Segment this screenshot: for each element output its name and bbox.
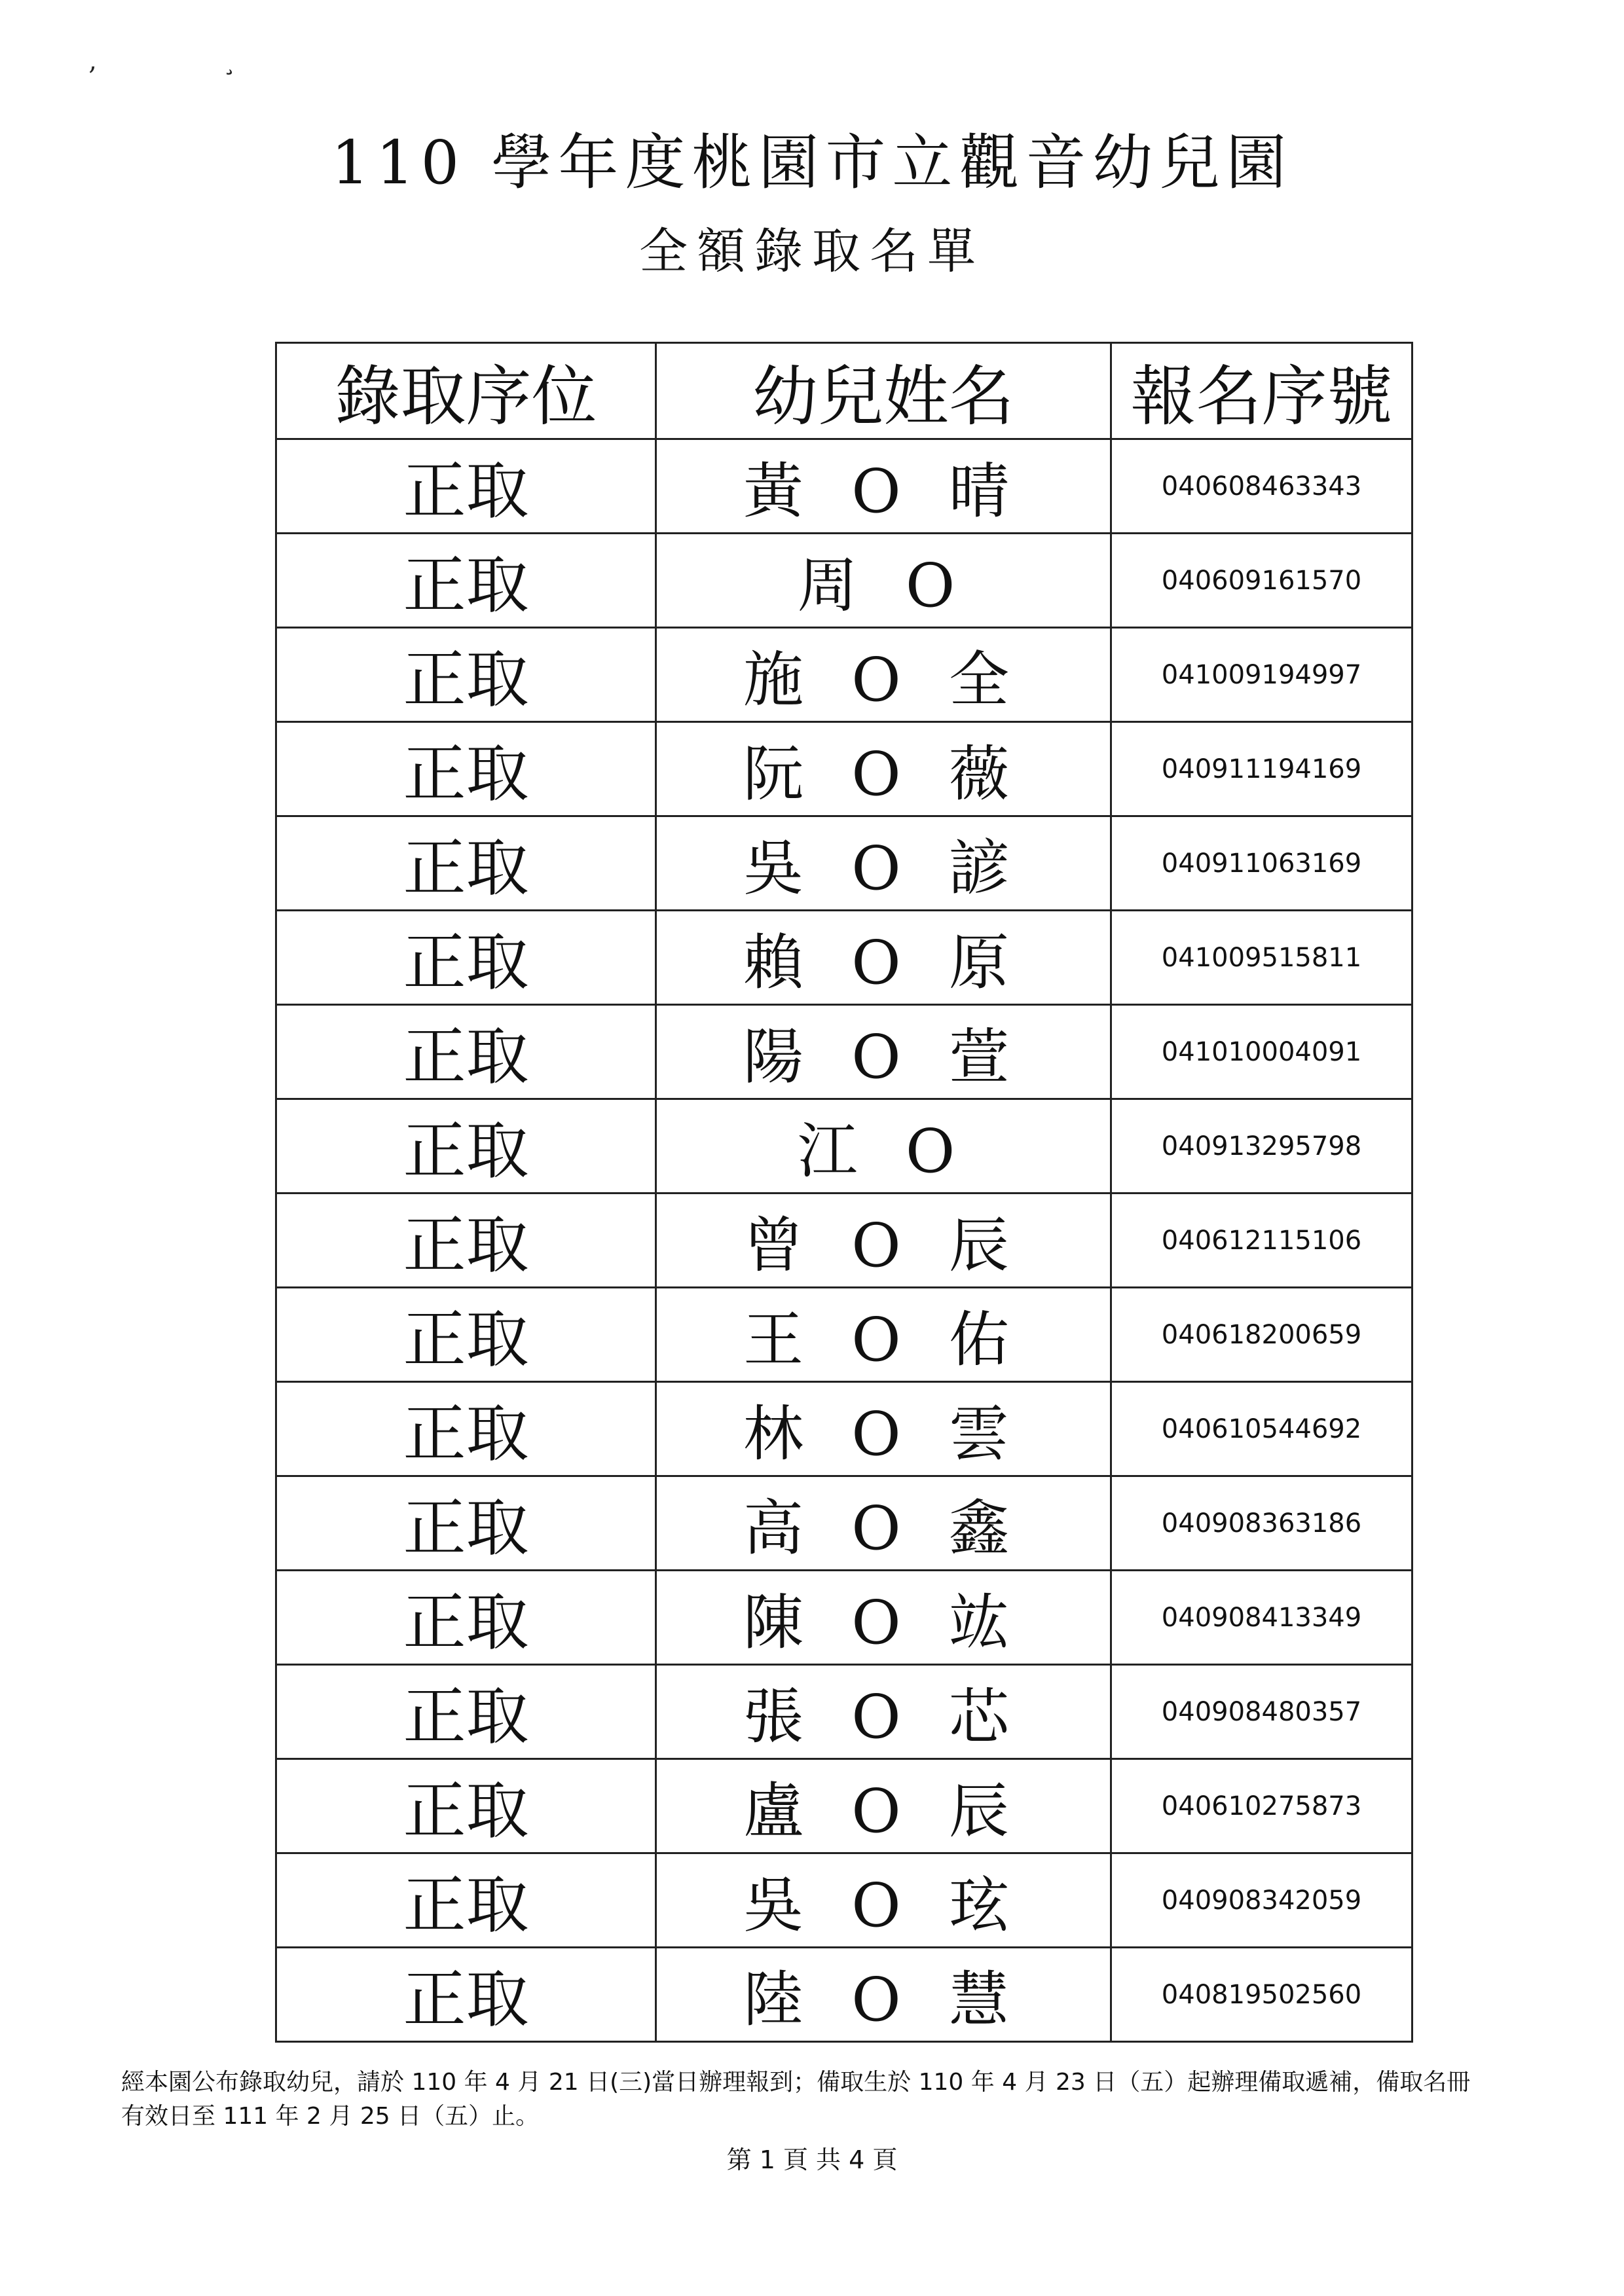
name-cell: 黃 O 晴 [656, 439, 1111, 534]
name-cell: 賴 O 原 [656, 911, 1111, 1005]
rank-cell: 正取 [276, 1099, 656, 1194]
rank-cell: 正取 [276, 1759, 656, 1853]
table-row [276, 1005, 1412, 1099]
rank-cell: 正取 [276, 816, 656, 911]
page-number: 第 1 頁 共 4 頁 [726, 2145, 898, 2174]
header-name: 幼兒姓名 [656, 343, 1111, 439]
name-cell: 曾 O 辰 [656, 1194, 1111, 1288]
table-header-row [276, 343, 1412, 439]
header-rank: 錄取序位 [276, 343, 656, 439]
reg-cell: 040618200659 [1111, 1288, 1412, 1382]
admission-table [275, 342, 1413, 2043]
rank-cell: 正取 [276, 1288, 656, 1382]
rank-cell: 正取 [276, 1476, 656, 1571]
reg-cell: 041009515811 [1111, 911, 1412, 1005]
name-cell: 周 O [656, 534, 1111, 628]
reg-cell: 040908413349 [1111, 1571, 1412, 1665]
table-row [276, 1288, 1412, 1382]
name-cell: 王 O 佑 [656, 1288, 1111, 1382]
scan-marks: ‚ ¸ [88, 46, 295, 76]
rank-cell: 正取 [276, 439, 656, 534]
reg-cell: 040911063169 [1111, 816, 1412, 911]
table-row [276, 628, 1412, 722]
name-cell: 盧 O 辰 [656, 1759, 1111, 1853]
table-row [276, 1665, 1412, 1759]
name-cell: 高 O 鑫 [656, 1476, 1111, 1571]
reg-cell: 040610544692 [1111, 1382, 1412, 1476]
rank-cell: 正取 [276, 534, 656, 628]
rank-cell: 正取 [276, 1571, 656, 1665]
reg-cell: 040612115106 [1111, 1194, 1412, 1288]
name-cell: 江 O [656, 1099, 1111, 1194]
reg-cell: 040610275873 [1111, 1759, 1412, 1853]
table-row [276, 439, 1412, 534]
document-title: 110 學年度桃園市立觀音幼兒園 [331, 128, 1293, 198]
table-row [276, 1571, 1412, 1665]
reg-cell: 040609161570 [1111, 534, 1412, 628]
name-cell: 阮 O 薇 [656, 722, 1111, 816]
rank-cell: 正取 [276, 1382, 656, 1476]
rank-cell: 正取 [276, 1665, 656, 1759]
reg-cell: 041010004091 [1111, 1005, 1412, 1099]
table-row [276, 1476, 1412, 1571]
reg-cell: 040608463343 [1111, 439, 1412, 534]
name-cell: 吳 O 玹 [656, 1853, 1111, 1948]
table-row [276, 1759, 1412, 1853]
table-row [276, 1194, 1412, 1288]
rank-cell: 正取 [276, 1194, 656, 1288]
rank-cell: 正取 [276, 1005, 656, 1099]
rank-cell: 正取 [276, 722, 656, 816]
table-row [276, 1853, 1412, 1948]
name-cell: 陽 O 萱 [656, 1005, 1111, 1099]
rank-cell: 正取 [276, 628, 656, 722]
registration-note [121, 2066, 1542, 2134]
reg-cell: 040908480357 [1111, 1665, 1412, 1759]
table-row [276, 1948, 1412, 2042]
document-subtitle: 全額錄取名單 [639, 223, 985, 280]
table-row [276, 911, 1412, 1005]
table-row [276, 1382, 1412, 1476]
table-row [276, 722, 1412, 816]
table-row [276, 1099, 1412, 1194]
note-line-1: 經本園公布錄取幼兒，請於 110 年 4 月 21 日(三)當日辦理報到；備取生於 110 年 4 月 23 日（五）起辦理備取遞補，備取名冊 [121, 2069, 1471, 2096]
reg-cell: 040911194169 [1111, 722, 1412, 816]
note-line-2: 有效日至 111 年 2 月 25 日（五）止。 [121, 2103, 540, 2130]
name-cell: 吳 O 諺 [656, 816, 1111, 911]
table-row [276, 816, 1412, 911]
name-cell: 林 O 雲 [656, 1382, 1111, 1476]
name-cell: 施 O 全 [656, 628, 1111, 722]
reg-cell: 040819502560 [1111, 1948, 1412, 2042]
table-row [276, 534, 1412, 628]
reg-cell: 041009194997 [1111, 628, 1412, 722]
name-cell: 張 O 芯 [656, 1665, 1111, 1759]
reg-cell: 040908363186 [1111, 1476, 1412, 1571]
name-cell: 陳 O 竑 [656, 1571, 1111, 1665]
reg-cell: 040913295798 [1111, 1099, 1412, 1194]
name-cell: 陸 O 慧 [656, 1948, 1111, 2042]
rank-cell: 正取 [276, 1948, 656, 2042]
rank-cell: 正取 [276, 1853, 656, 1948]
header-reg: 報名序號 [1111, 343, 1412, 439]
reg-cell: 040908342059 [1111, 1853, 1412, 1948]
rank-cell: 正取 [276, 911, 656, 1005]
